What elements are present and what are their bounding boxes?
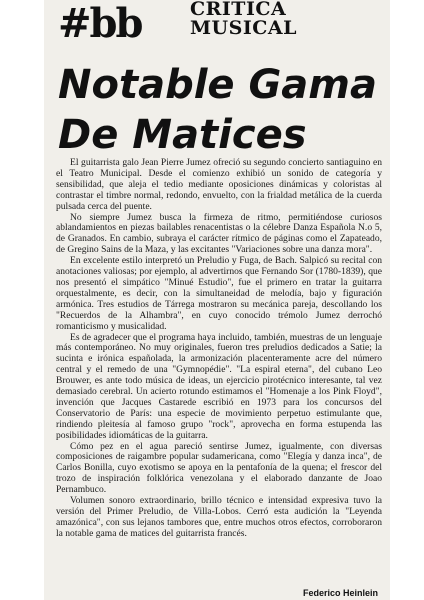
paragraph: Cómo pez en el agua pareció sentirse Jumez, igualmente, con diversas composiciones de raigambre popular sudamericana, como "Elegía y danza inca", de Carlos Bonilla, cuyo exotismo se apoya en la pentafonía de la quena; el frescor del trozo de inspiración folklórica venezolana y el elaborado danzante de Joao Pernambuco.	[56, 440, 382, 496]
music-symbols-logo: #bb	[58, 0, 142, 47]
paragraph: Volumen sonoro extraordinario, brillo técnico e intensidad expresiva tuvo la versión del Primer Preludio, de Villa-Lobos. Cerró esta audición la "Leyenda amazónica", con sus lejanos tambores que, entre muchos otros efectos, corroboraron la notable gama de matices del guitarrista francés.	[56, 495, 382, 539]
paragraph: Es de agradecer que el programa haya incluido, también, muestras de un lenguaje más contemporáneo. No muy originales, fueron tres preludios dedicados a Satie; la sucinta e irónica españolada, la armonización placenteramente acre del número central y el remedo de una "Gymnopédie". "La espiral eterna", del cubano Leo Brouwer, es ante todo música de ideas, un ejercicio pirotécnico interesante, tal vez demasiado cerebral. Un acierto rotundo estimamos el "Homenaje a los Pink Floyd", invención que Jacques Castarede escribió en 1973 para los concursos del Conservatorio de París: una especie de movimiento perpetuo estimulante que, rindiendo pleitesía al famoso grupo "rock", aprovecha en forma estupenda las posibilidades idiomáticas de la guitarra.	[56, 331, 382, 441]
headline-line2: De Matices	[58, 112, 307, 158]
paragraph: En excelente estilo interpretó un Preludio y Fuga, de Bach. Salpicó su recital con anotaciones valiosas; por ejemplo, al advertirnos que Fernando Sor (1780-1839), que nos presentó el simpático "Minué Estudio", fue el primero en tratar la guitarra orquestalmente, es decir, con la simultaneidad de melodía, bajo y figuración armónica. Tres estudios de Tárrega mostraron su mecánica pareja, descollando los "Recuerdos de la Alhambra", en cuyo conocido trémolo Jumez derrochó romanticismo y musicalidad.	[56, 255, 382, 332]
section-title-line1: CRITICA	[190, 0, 287, 20]
newspaper-clipping	[44, 0, 390, 600]
section-title	[190, 0, 297, 38]
headline-line1: Notable Gama	[58, 62, 377, 108]
paragraph: No siempre Jumez busca la firmeza de ritmo, permitiéndose curiosos ablandamientos en piezas bailables renacentistas o la célebre Danza Española N.o 5, de Granados. En cambio, subraya el carácter rítmico de páginas como el Zapateado, de Gregino Sains de la Maza, y las excitantes "Variaciones sobre una danza mora".	[56, 211, 382, 256]
masthead	[50, 0, 386, 50]
section-title-line2: MUSICAL	[190, 17, 297, 39]
headline	[58, 60, 378, 160]
author-byline: Federico Heinlein	[302, 588, 378, 598]
article-body	[56, 158, 382, 540]
paragraph: El guitarrista galo Jean Pierre Jumez ofreció su segundo concierto santiaguino en el Teatro Municipal. Desde el comienzo exhibió un sonido de categoría y sensibilidad, que aleja el tedio mediante oposiciones dinámicas y coloristas al contrastar el timbre normal, redondo, envuelto, con la frialdad metálica de la cuerda pulsada cerca del puente.	[56, 157, 382, 212]
